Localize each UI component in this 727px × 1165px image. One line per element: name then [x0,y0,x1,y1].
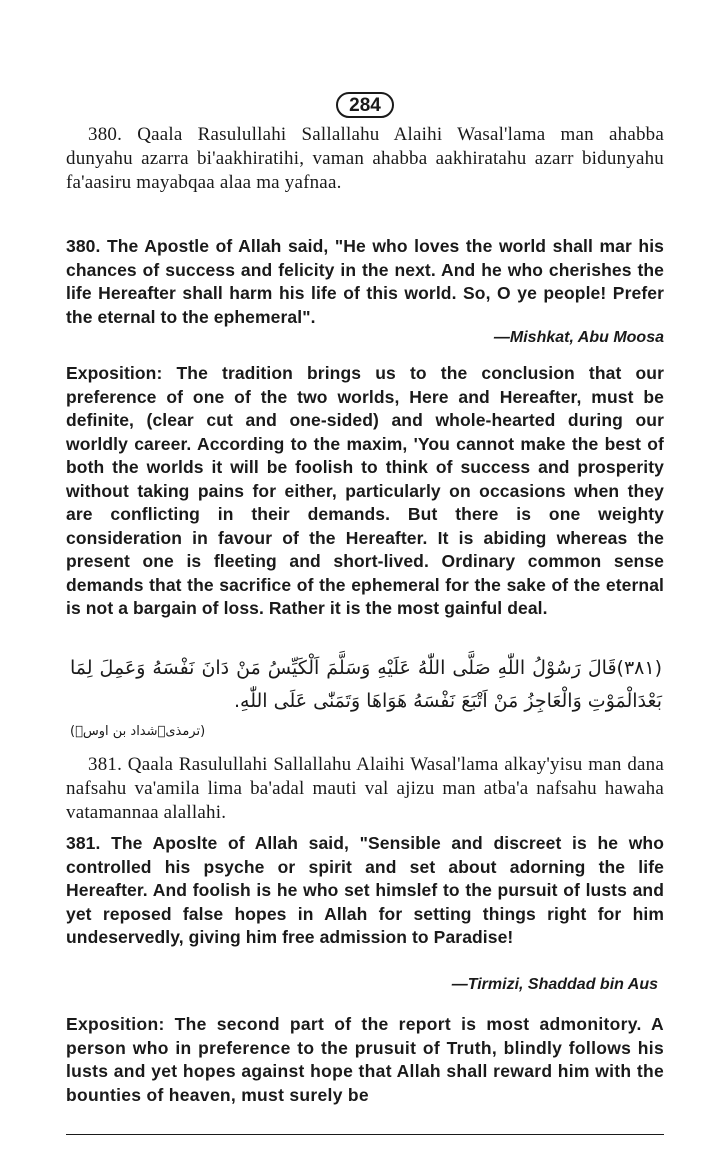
hadith-381-source: —Tirmizi, Shaddad bin Aus [451,976,658,993]
hadith-380-exposition: Exposition: The tradition brings us to the conclusion that our preference of one of the two worlds, Here and Hereafter, must be definite, (clear cut and one-sided) and whole-hearted during our worldly career. According to the maxim, 'You cannot make the best of both the worlds it will be foolish to think of success and prosperity without taking pains for either, particularly on occasions when they are conflicting in their demands. But there is one weighty consideration in favour of the Hereafter. It is abiding whereas the present one is fleeting and short-lived. Ordinary common sense demands that the sacrifice of the ephemeral for the sake of the eternal is not a bargain of loss. Rather it is the most gainful deal. [66,363,664,618]
page-number: 284 [336,92,394,118]
hadith-381-transliteration-text: 381. Qaala Rasulullahi Sallallahu Alaihi Wasal'lama alkay'yisu man dana nafsahu va'amila lima ba'adal mauti val ajizu man atba'a nafsahu hawaha vatamannaa alallahi. [66,754,664,823]
hadith-380-transliteration-text: 380. Qaala Rasulullahi Sallallahu Alaihi Wasal'lama man ahabba dunyahu azarra bi'aakhiratihi, vaman ahabba aakhiratahu azarr bidunyahu fa'aasiru mayabqaa alaa ma yafnaa. [66,124,664,193]
hadith-381-arabic-reference: (ترمذی۔شداد بن اوسؓ) [70,724,206,739]
hadith-381-transliteration [66,753,664,825]
hadith-381-arabic: (٣٨١)قَالَ رَسُوْلُ اللّٰهِ صَلَّى اللّٰهُ عَلَيْهِ وَسَلَّمَ اَلْكَيِّسُ مَنْ دَانَ نَفْسَهُ وَعَمِلَ لِمَا بَعْدَالْمَوْتِ وَالْعَاجِزُ مَنْ اَتْبَعَ نَفْسَهُ هَوَاهَا وَتَمَنّٰى عَلَى اللّٰهِ. [70,657,662,712]
hadith-380-translation: 380. The Apostle of Allah said, "He who loves the world shall mar his chances of success and felicity in the next. And he who cherishes the life Hereafter shall harm his life of this world. So, O ye people! Prefer the eternal to the ephemeral". [66,236,664,327]
hadith-380-source: —Mishkat, Abu Moosa [493,329,664,346]
hadith-380-transliteration [66,123,664,195]
hadith-381-translation: 381. The Aposlte of Allah said, "Sensible and discreet is he who controlled his psyche or spirit and set about adorning the life Hereafter. And foolish is he who set himslef to the pursuit of lusts and yet reposed false hopes in Allah for setting things right for him undeservedly, giving him free admission to Paradise! [66,833,664,947]
hadith-381-exposition: Exposition: The second part of the report is most admonitory. A person who in preference to the prusuit of Truth, blindly follows his lusts and yet hopes against hope that Allah shall reward him with the bounties of heaven, must surely be [66,1014,664,1105]
bottom-rule [66,1134,664,1135]
